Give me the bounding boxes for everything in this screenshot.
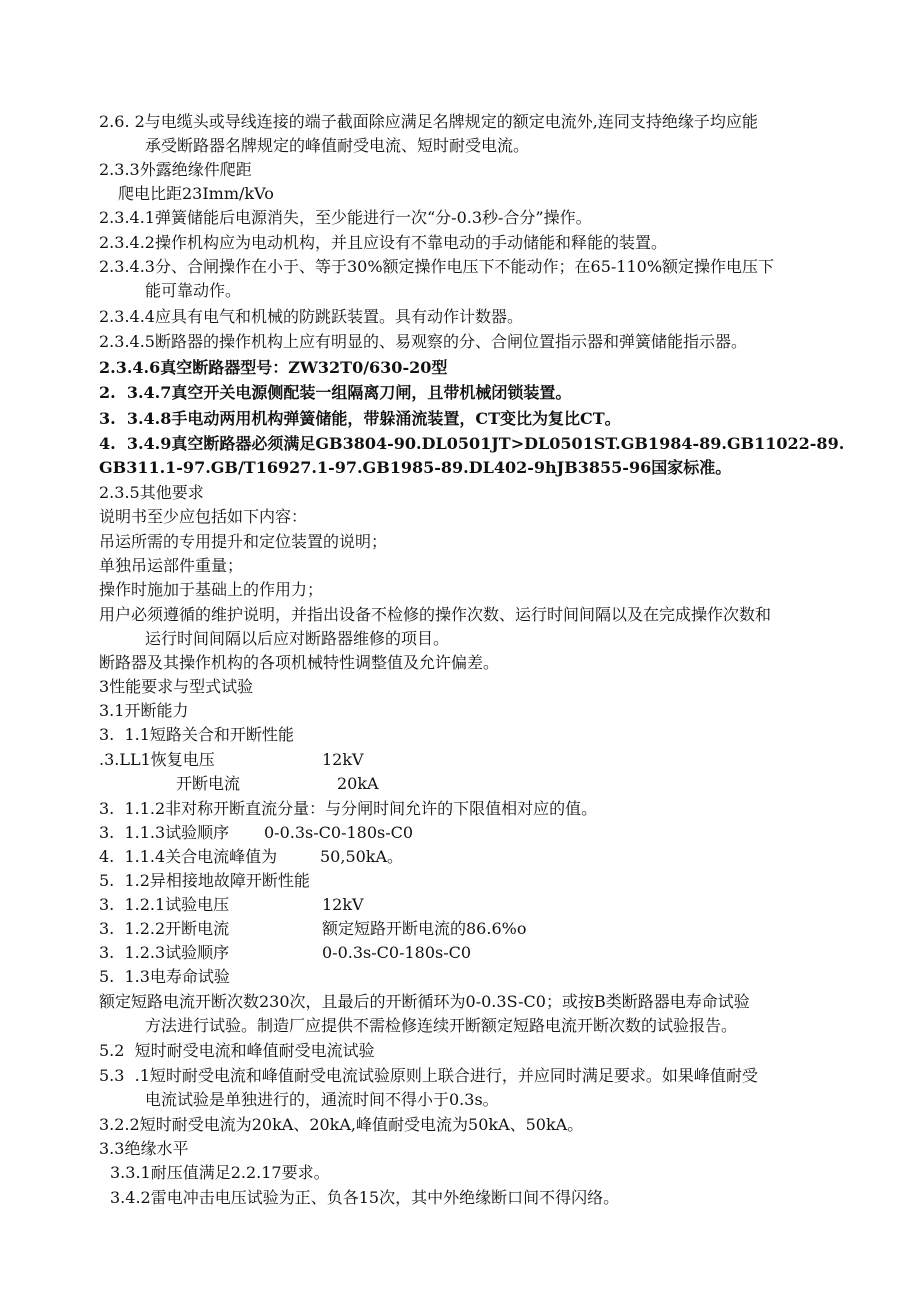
text-line: 3. 1.2.1试验电压 <box>99 895 230 914</box>
text-line: 2.3.4.2操作机构应为电动机构，并且应设有不靠电动的手动储能和释能的装置。 <box>99 233 667 252</box>
heading-section-3: 3性能要求与型式试验 <box>99 677 254 696</box>
heading-2-3-3: 2.3.3外露绝缘件爬距 <box>99 160 252 179</box>
text-line: 断路器及其操作机构的各项机械特性调整值及允许偏差。 <box>99 653 500 672</box>
text-line: 4. 1.1.4关合电流峰值为 <box>99 847 278 866</box>
text-line: 2.6. 2与电缆头或导线连接的端子截面除应满足名牌规定的额定电流外,连同支持绝缘子均应能 <box>99 112 758 131</box>
text-line: 2.3.4.4应具有电气和机械的防跳跃装置。具有动作计数器。 <box>99 307 523 326</box>
text-line: 3.3.1耐压值满足2.2.17要求。 <box>110 1163 330 1182</box>
text-line: 3. 1.1.2非对称开断直流分量：与分闸时间允许的下限值相对应的值。 <box>99 799 598 818</box>
value-text: 0-0.3s-C0-180s-C0 <box>264 823 414 842</box>
text-line: 3.4.2雷电冲击电压试验为正、负各15次，其中外绝缘断口间不得闪络。 <box>110 1188 620 1207</box>
bold-line: 2.3.4.6真空断路器型号：ZW32T0/630-20型 <box>99 358 448 377</box>
value-text: 额定短路开断电流的86.6%o <box>322 919 527 938</box>
heading-3-1: 3.1开断能力 <box>99 701 189 720</box>
text-line: 3. 1.1.3试验顺序 <box>99 823 230 842</box>
value-text: 50,50kA。 <box>320 847 404 866</box>
text-line: 电流试验是单独进行的，通流时间不得小于0.3s。 <box>145 1090 499 1109</box>
bold-line: 2. 3.4.7真空开关电源侧配装一组隔离刀闸，且带机械闭锁装置。 <box>99 383 572 402</box>
bold-line: GB311.1-97.GB/T16927.1-97.GB1985-89.DL402-9hJB3855-96国家标准。 <box>99 458 732 477</box>
text-line: 单独吊运部件重量； <box>99 556 244 575</box>
text-line: 3. 1.1短路关合和开断性能 <box>99 725 294 744</box>
text-line: 2.3.4.3分、合闸操作在小于、等于30%额定操作电压下不能动作；在65-110%额定操作电压下 <box>99 257 775 276</box>
text-line: 说明书至少应包括如下内容： <box>99 507 308 526</box>
heading-2-3-5: 2.3.5其他要求 <box>99 483 204 502</box>
bold-line: 3. 3.4.8手电动两用机构弹簧储能，带躲涌流装置，CT变比为复比CT。 <box>99 409 621 428</box>
text-line: 能可靠动作。 <box>145 281 242 300</box>
text-line: 承受断路器名牌规定的峰值耐受电流、短时耐受电流。 <box>145 136 530 155</box>
text-line: 5. 1.3电寿命试验 <box>99 967 230 986</box>
text-line: 5. 1.2异相接地故障开断性能 <box>99 871 310 890</box>
text-line: 3. 1.2.2开断电流 <box>99 919 230 938</box>
text-line: 运行时间间隔以后应对断路器维修的项目。 <box>145 629 450 648</box>
text-line: .3.LL1恢复电压 <box>99 750 215 769</box>
text-line: 额定短路电流开断次数230次，且最后的开断循环为0-0.3S-C0；或按B类断路器电寿命试验 <box>99 992 750 1011</box>
text-line: 3.2.2短时耐受电流为20kA、20kA,峰值耐受电流为50kA、50kA。 <box>99 1115 584 1134</box>
heading-3-3: 3.3绝缘水平 <box>99 1139 189 1158</box>
text-line: 开断电流 <box>176 774 241 793</box>
text-line: 2.3.4.1弹簧储能后电源消失，至少能进行一次“分-0.3秒-合分”操作。 <box>99 208 592 227</box>
text-line: 3. 1.2.3试验顺序 <box>99 943 230 962</box>
value-text: 20kA <box>337 774 379 793</box>
heading-5-2: 5.2 短时耐受电流和峰值耐受电流试验 <box>99 1041 375 1060</box>
text-line: 5.3 .1短时耐受电流和峰值耐受电流试验原则上联合进行，并应同时满足要求。如果峰值耐受 <box>99 1066 758 1085</box>
bold-line: 4. 3.4.9真空断路器必须满足GB3804-90.DL0501JT>DL0501ST.GB1984-89.GB11022-89. <box>99 434 845 453</box>
value-text: 12kV <box>322 895 364 914</box>
text-line: 用户必须遵循的维护说明，并指出设备不检修的操作次数、运行时间间隔以及在完成操作次数和 <box>99 605 772 624</box>
text-line: 爬电比距23Imm/kVo <box>118 184 274 203</box>
text-line: 2.3.4.5断路器的操作机构上应有明显的、易观察的分、合闸位置指示器和弹簧储能指示器。 <box>99 332 747 351</box>
text-line: 操作时施加于基础上的作用力； <box>99 580 324 599</box>
text-line: 方法进行试验。制造厂应提供不需检修连续开断额定短路电流开断次数的试验报告。 <box>145 1016 738 1035</box>
value-text: 0-0.3s-C0-180s-C0 <box>322 943 472 962</box>
value-text: 12kV <box>322 750 364 769</box>
text-line: 吊运所需的专用提升和定位装置的说明； <box>99 532 388 551</box>
